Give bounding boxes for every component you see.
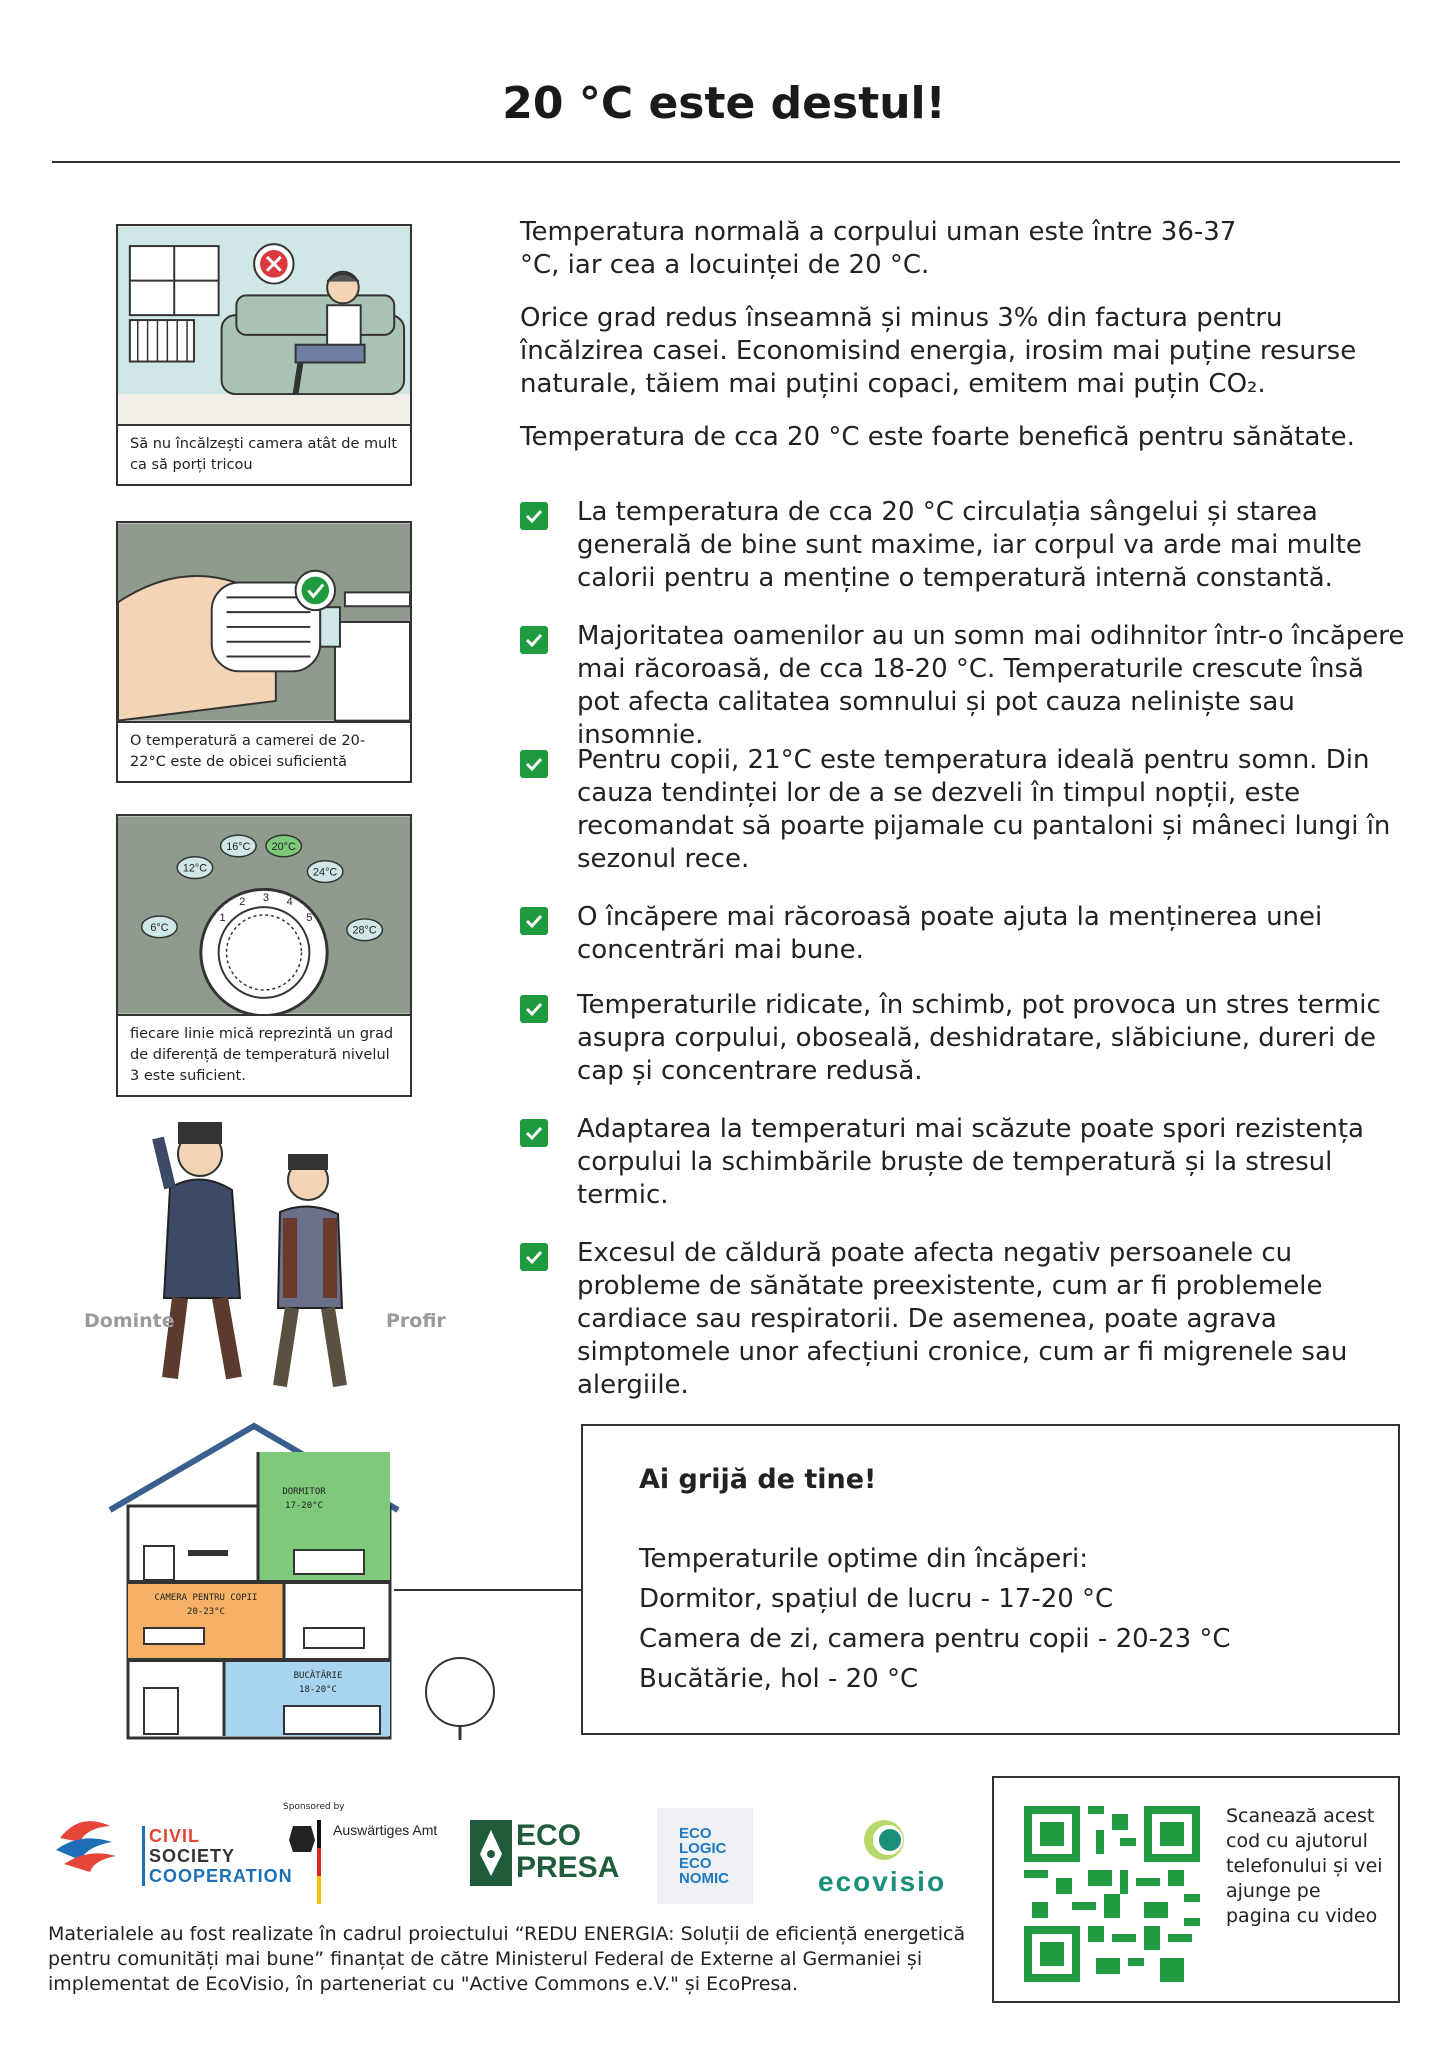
checkmark-icon <box>520 995 548 1023</box>
german-eagle-icon <box>283 1820 321 1904</box>
benefit-item <box>520 744 1410 876</box>
two-men-walking-illustration <box>140 1108 370 1398</box>
intro-paragraph-3: Temperatura de cca 20 °C este foarte benefică pentru sănătate. <box>520 422 1355 452</box>
care-info-box <box>581 1424 1400 1735</box>
illustration-panel-2 <box>116 521 412 783</box>
illustration-panel-3 <box>116 814 412 1097</box>
dial-number-4: 4 <box>286 896 293 909</box>
ecovisio-circle-icon <box>857 1818 911 1862</box>
checkmark-icon <box>520 1119 548 1147</box>
dial-label-12: 12°C <box>182 862 208 875</box>
footer-credits: Materialele au fost realizate în cadrul proiectului “REDU ENERGIA: Soluții de eficiență energetică pentru comunități mai bune” finanțat de către Ministerul Federal de Externe al Germaniei și implementat de EcoVisio, în parteneriat cu "Active Commons e.V." și EcoPresa. <box>48 1923 966 1995</box>
qr-code-icon[interactable] <box>1024 1806 1200 1982</box>
room-temp-bucatarie: 18-20°C <box>299 1685 337 1695</box>
ecopresa-logo: ECO PRESA <box>470 1820 594 1886</box>
intro-paragraph-1: Temperatura normală a corpului uman este între 36-37 °C, iar cea a locuinței de 20 °C. <box>520 217 1237 280</box>
intro-text <box>520 216 1410 474</box>
panel-2-caption: O temperatură a camerei de 20-22°C este de obicei suficientă <box>130 733 366 770</box>
care-line: Dormitor, spațiul de lucru - 17-20 °C <box>639 1584 1114 1614</box>
thermostat-hand-illustration <box>118 523 410 723</box>
qr-code-box <box>992 1776 1400 2003</box>
dial-number-5: 5 <box>306 911 313 924</box>
checkmark-icon <box>520 502 548 530</box>
benefit-text: Majoritatea oamenilor au un somn mai odihnitor într-o încăpere mai răcoroasă, de cca 18-20 °C. Temperaturile crescute însă pot afecta calitatea somnului și pot cauza neliniște sau insomnie. <box>577 621 1405 750</box>
benefit-item <box>520 1237 1410 1402</box>
dial-label-20: 20°C <box>271 840 296 853</box>
benefit-text: Adaptarea la temperaturi mai scăzute poate spori rezistența corpului la schimbările bruște de temperatură și la stresul termic. <box>577 1114 1364 1210</box>
dial-label-24: 24°C <box>313 866 338 879</box>
benefit-text: La temperatura de cca 20 °C circulația sângelui și starea generală de bine sunt maxime, iar corpul va arde mai multe calorii pentru a menține o temperatură internă constantă. <box>577 497 1362 593</box>
illustration-panel-1 <box>116 224 412 486</box>
benefit-text: Excesul de căldură poate afecta negativ persoanele cu probleme de sănătate preexistente, cum ar fi problemele cardiace sau respiratorii. De asemenea, poate agrava simptomele unor afecțiuni cronice, cum ar fi migrenele sau alergiile. <box>577 1238 1348 1400</box>
benefit-item <box>520 989 1410 1088</box>
benefit-text: Temperaturile ridicate, în schimb, pot provoca un stres termic asupra corpului, oboseală, deshidratare, slăbiciune, dureri de cap și concentrare redusă. <box>577 990 1381 1086</box>
care-line: Camera de zi, camera pentru copii - 20-23 °C <box>639 1624 1231 1654</box>
dial-label-16: 16°C <box>226 840 251 853</box>
title-divider <box>52 161 1400 163</box>
man-in-tshirt-illustration <box>118 226 410 426</box>
room-name-copii: CAMERA PENTRU COPII <box>154 1593 258 1603</box>
checkmark-icon <box>520 907 548 935</box>
room-name-bucatarie: BUCĂTĂRIE <box>293 1671 343 1681</box>
character-name-right: Profir <box>386 1310 446 1332</box>
care-line: Bucătărie, hol - 20 °C <box>639 1664 919 1694</box>
dial-label-28: 28°C <box>352 924 377 937</box>
panel-3-caption: fiecare linie mică reprezintă un grad de diferență de temperatură nivelul 3 este suficient. <box>130 1026 394 1084</box>
auswaertiges-amt-label: Auswärtiges Amt <box>333 1822 438 1838</box>
qr-instructions: Scanează acest cod cu ajutorul telefonului și vei ajunge pe pagina cu video <box>1226 1805 1383 1927</box>
room-name-dormitor: DORMITOR <box>282 1487 326 1497</box>
care-lines <box>639 1539 1231 1699</box>
civil-society-logo: CIVIL SOCIETY COOPERATION <box>142 1826 293 1886</box>
dial-label-6: 6°C <box>150 921 169 934</box>
ecovisio-logo: ecovisio <box>818 1866 947 1897</box>
dial-number-2: 2 <box>239 896 246 909</box>
sponsored-by-label: Sponsored by <box>283 1802 345 1812</box>
benefit-item <box>520 1113 1410 1212</box>
panel-1-caption: Să nu încălzești camera atât de mult ca să porți tricou <box>130 436 398 473</box>
benefit-item <box>520 620 1410 752</box>
room-temp-dormitor: 17-20°C <box>285 1501 323 1511</box>
checkmark-icon <box>520 1243 548 1271</box>
benefit-item <box>520 901 1410 967</box>
benefit-text: O încăpere mai răcoroasă poate ajuta la menținerea unei concentrări mai bune. <box>577 902 1323 965</box>
benefit-text: Pentru copii, 21°C este temperatura ideală pentru somn. Din cauza tendinței lor de a se dezveli în timpul nopții, este recomandat să poarte pijamale cu pantaloni și mâneci lungi în sezonul rece. <box>577 745 1391 874</box>
room-temp-copii: 20-23°C <box>187 1607 225 1617</box>
checkmark-icon <box>520 626 548 654</box>
dial-number-3: 3 <box>262 892 269 905</box>
thermostat-dial-illustration <box>118 816 410 1016</box>
benefit-item <box>520 496 1410 595</box>
intro-paragraph-2: Orice grad redus înseamnă și minus 3% din factura pentru încălzirea casei. Economisind energia, irosim mai puține resurse naturale, tăiem mai puțini copaci, emitem mai puțin CO₂. <box>520 303 1357 399</box>
care-line: Temperaturile optime din încăperi: <box>639 1544 1088 1574</box>
care-title: Ai grijă de tine! <box>639 1464 877 1495</box>
dial-number-1: 1 <box>219 911 226 924</box>
checkmark-icon <box>520 750 548 778</box>
house-cross-section-illustration <box>104 1422 584 1744</box>
character-name-left: Dominte <box>84 1310 175 1332</box>
pen-nib-icon <box>470 1820 512 1886</box>
page-title: 20 °C este destul! <box>502 78 946 129</box>
ecologic-economic-logo: ECO LOGIC ECO NOMIC <box>657 1808 753 1904</box>
civil-society-logo-icon <box>50 1808 130 1878</box>
